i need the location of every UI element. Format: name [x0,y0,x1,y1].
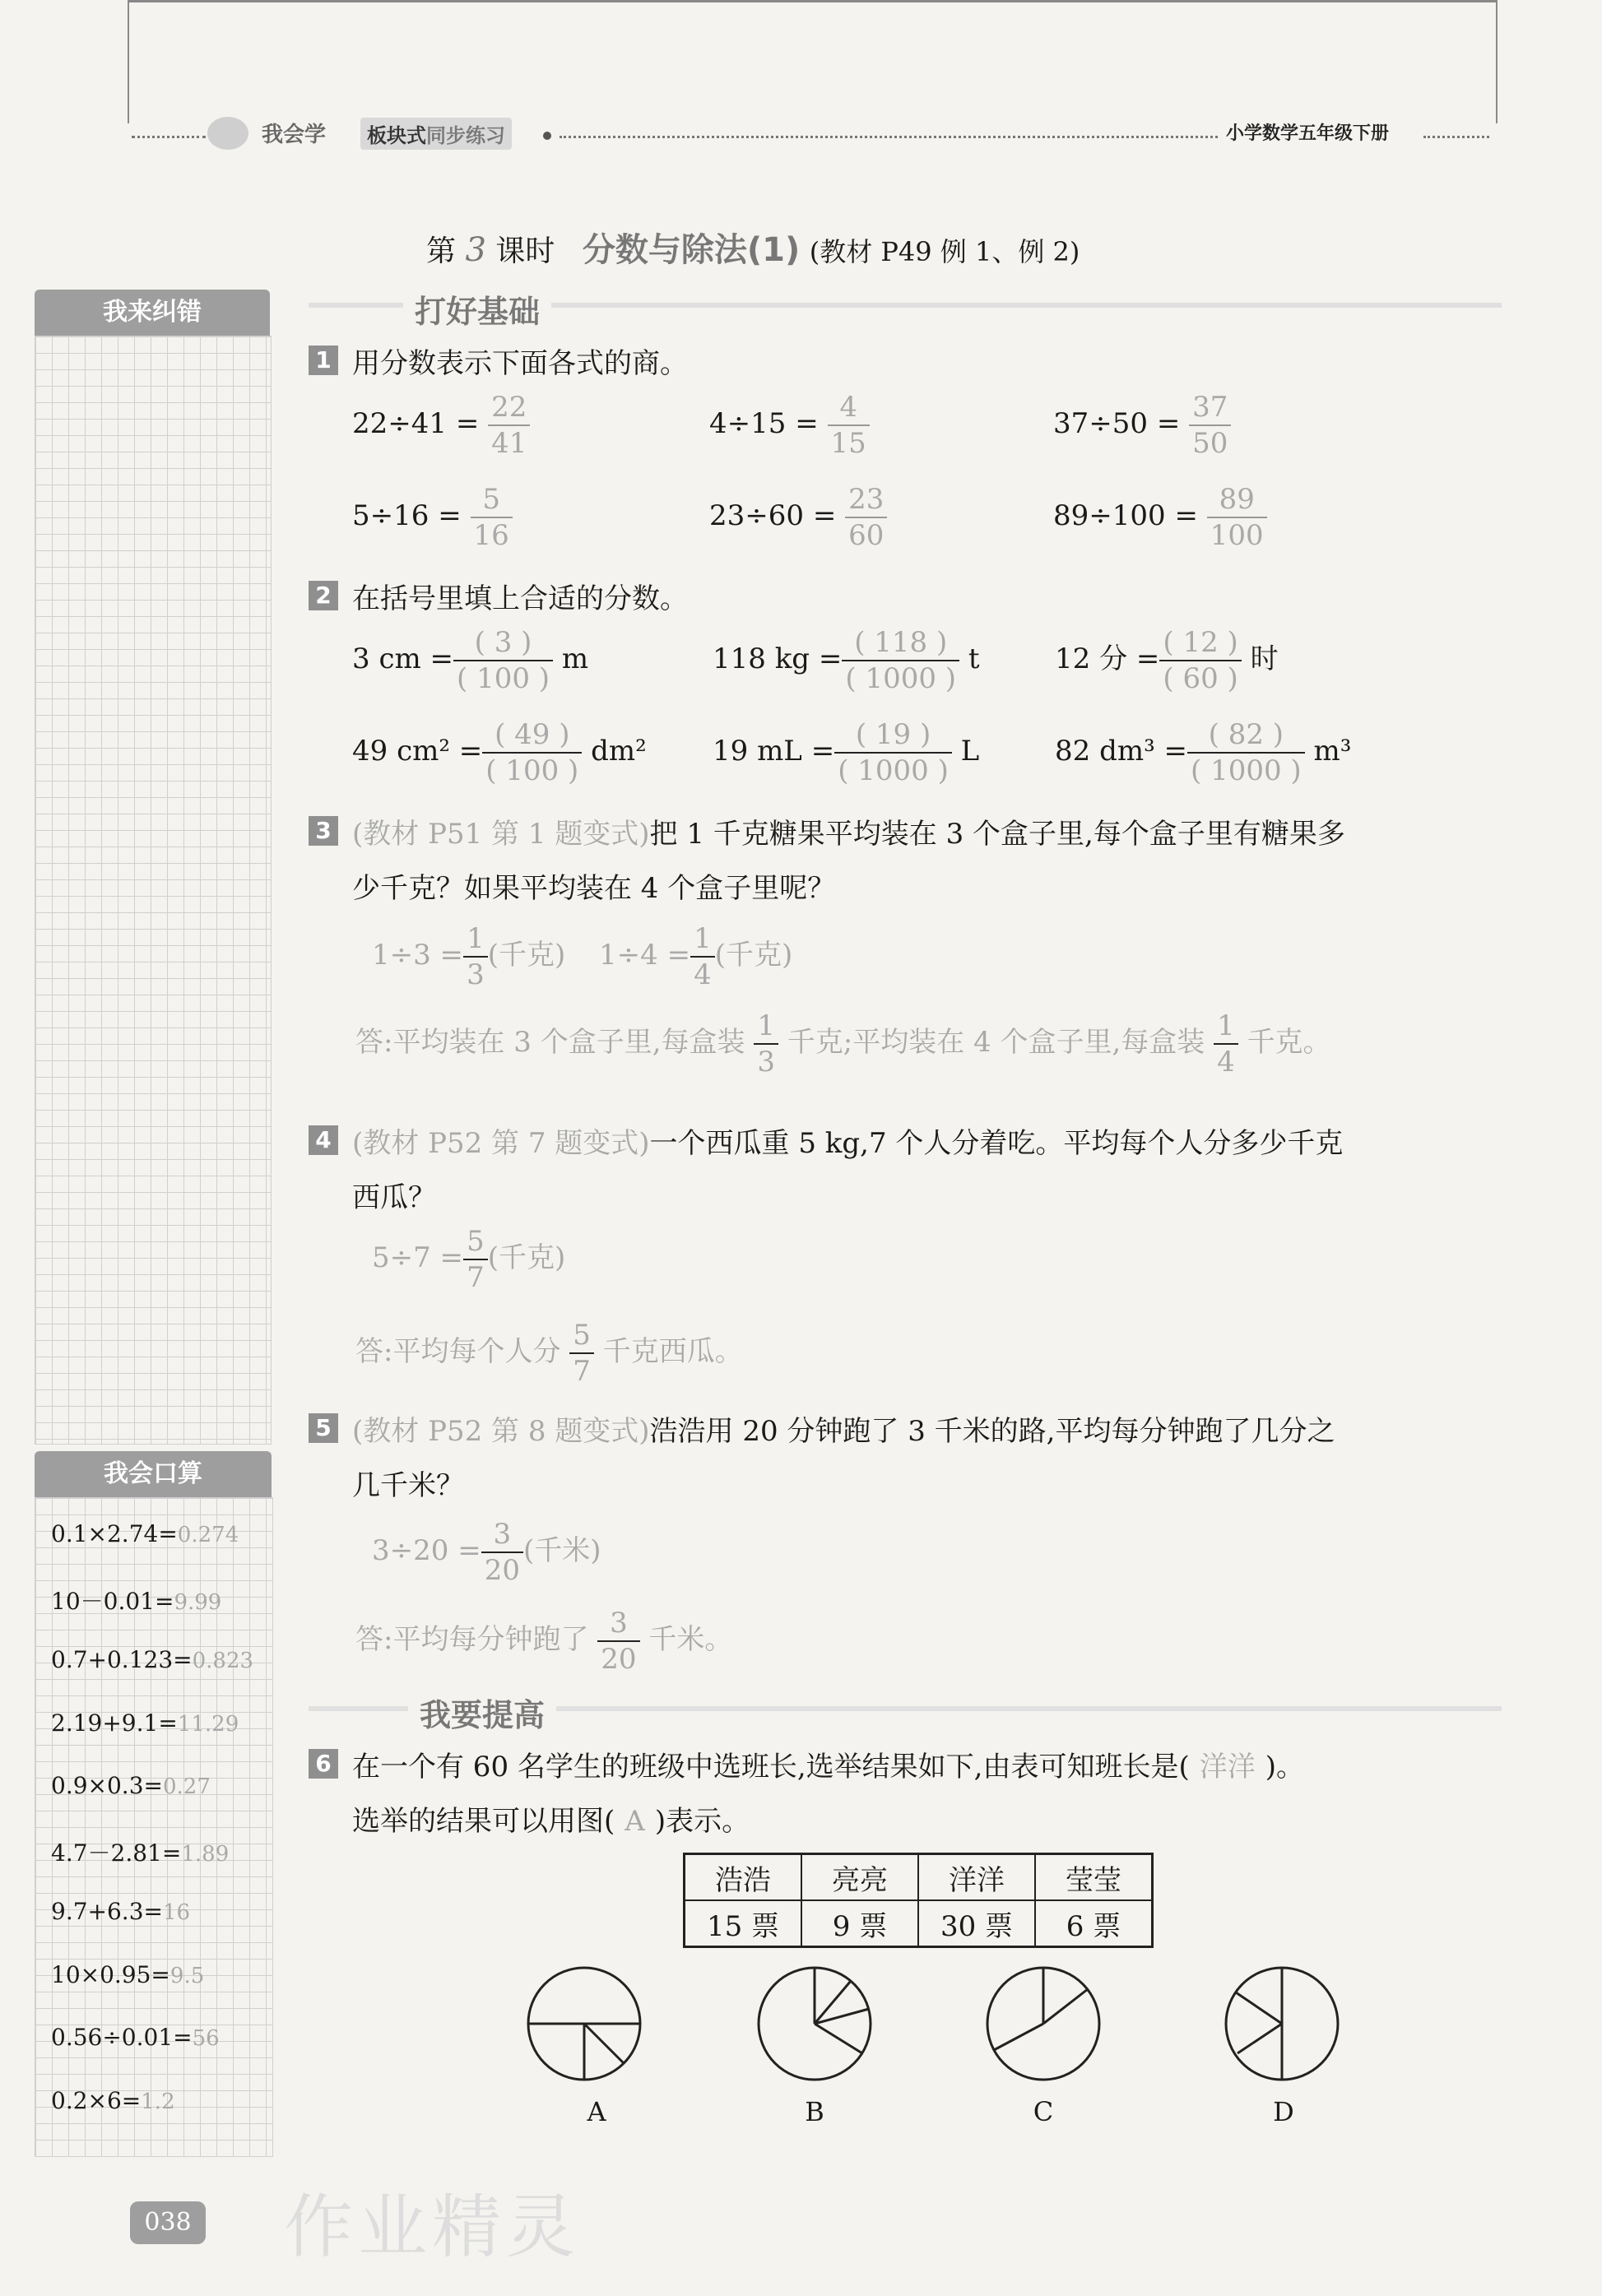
watermark: 作业精灵 [284,2187,581,2267]
oral-calc-list [51,1520,270,2150]
header-brand: 我会学 [262,123,327,147]
q4-answer: 答:平均每个人分 $\frac{5}{7}$ 千克西瓜。 [355,1319,743,1388]
votes-table-name: 洋洋 [918,1854,1035,1901]
q2-item: 118 kg = $\frac{( 118 )}{( 1000 )}$ t [713,626,980,695]
oral-calc-item: 0.9×0.3=0.27 [51,1772,211,1799]
oral-calc-answer: 16 [162,1900,191,1925]
header-dots-mid [560,136,1218,138]
question-number: 4 [309,1125,338,1155]
q4-text-line1: (教材 P52 第 7 题变式)一个西瓜重 5 kg,7 个人分着吃。平均每个人分多少千克 [352,1127,1344,1160]
oral-calc-item: 0.2×6=1.2 [51,2086,175,2114]
oral-calc-item: 2.19+9.1=11.29 [51,1709,239,1737]
question-number: 6 [309,1749,338,1779]
correction-grid[interactable] [35,336,272,1445]
header-bullet-icon [543,132,551,140]
pie-label: B [805,2096,824,2127]
pie-option-a [518,1958,650,2090]
votes-table-count: 9 票 [801,1900,918,1947]
pie-option-c [977,1958,1109,2090]
votes-table [683,1853,1154,1948]
oral-calc-item: 10－0.01=9.99 [51,1587,222,1615]
q3-text-line1: (教材 P51 第 1 题变式)把 1 千克糖果平均装在 3 个盒子里,每个盒子里有糖果多 [352,818,1345,851]
pie-label: D [1273,2096,1294,2127]
header-series-tag: 板块式同步练习 [360,118,512,150]
header-right-border [1496,0,1498,123]
header-left-border [128,0,129,123]
oral-calc-item: 0.56÷0.01=56 [51,2024,220,2051]
page-number: 038 [130,2201,206,2244]
q2-item: 12 分 = $\frac{( 12 )}{( 60 )}$ 时 [1055,626,1279,695]
question-number: 3 [309,816,338,846]
mascot-icon [207,117,248,150]
q5-text-line2: 几千米？ [352,1469,464,1502]
q1-item: 4÷15 = $\frac{4}{15}$ [709,393,870,457]
q2-item: 3 cm = $\frac{( 3 )}{( 100 )}$ m [352,626,589,695]
votes-table-count: 6 票 [1035,1900,1153,1947]
votes-table-name: 亮亮 [801,1854,918,1901]
q2-item: 82 dm³ = $\frac{( 82 )}{( 1000 )}$ m³ [1055,718,1352,787]
lesson-title: 第 3 课时 分数与除法(1) (教材 P49 例 1、例 2) [426,231,1080,269]
q5-work: 3÷20 = $\frac{3}{20}$ (千米) [372,1518,601,1587]
pie-option-d [1216,1958,1348,2090]
q6-text-line2: 选举的结果可以用图( A )表示。 [352,1805,750,1838]
votes-table-count: 30 票 [918,1900,1035,1947]
q2-item: 49 cm² = $\frac{( 49 )}{( 100 )}$ dm² [352,718,647,787]
q1-item: 89÷100 = $\frac{89}{100}$ [1053,485,1267,550]
oral-calc-item: 10×0.95=9.5 [51,1960,205,1988]
q2-text: 在括号里填上合适的分数。 [352,582,688,615]
question-number: 5 [309,1413,338,1443]
header-dots-left [132,136,206,138]
q2-item: 19 mL = $\frac{( 19 )}{( 1000 )}$ L [713,718,980,787]
oral-calc-answer: 9.99 [174,1589,222,1615]
oral-calc-answer: 0.27 [162,1774,211,1799]
q6-text-line1: 在一个有 60 名学生的班级中选班长,选举结果如下,由表可知班长是( 洋洋 )。 [352,1751,1305,1783]
oral-calc-item: 9.7+6.3=16 [51,1898,191,1925]
q4-text-line2: 西瓜？ [352,1181,436,1214]
votes-table-name: 莹莹 [1035,1854,1153,1901]
q4-work: 5÷7 = $\frac{5}{7}$ (千克) [372,1225,566,1294]
pie-option-b [749,1958,880,2090]
question-number: 2 [309,581,338,610]
q5-answer: 答:平均每分钟跑了 $\frac{3}{20}$ 千米。 [355,1607,733,1676]
oral-calc-answer: 0.274 [177,1523,239,1547]
q1-item: 5÷16 = $\frac{5}{16}$ [352,485,513,550]
q1-item: 23÷60 = $\frac{23}{60}$ [709,485,887,550]
correction-tab: 我来纠错 [35,290,270,336]
oral-calc-answer: 1.2 [141,2089,175,2114]
oral-calc-answer: 11.29 [177,1711,239,1737]
q3-answer: 答:平均装在 3 个盒子里,每盒装 $\frac{1}{3}$ 千克;平均装在 4 个盒子里,每盒装 $\frac{1}{4}$ 千克。 [355,1009,1331,1078]
header-book-title: 小学数学五年级下册 [1226,123,1390,144]
pie-label: A [587,2096,606,2127]
section-improve-heading: 我要提高 [408,1690,556,1735]
q3-text-line2: 少千克？如果平均装在 4 个盒子里呢？ [352,872,836,905]
oral-calc-item: 0.7+0.123=0.823 [51,1646,254,1673]
q1-item: 22÷41 = $\frac{22}{41}$ [352,393,530,457]
votes-table-name: 浩浩 [685,1854,802,1901]
q1-text: 用分数表示下面各式的商。 [352,347,688,380]
votes-table-count: 15 票 [685,1900,802,1947]
oral-calc-item: 0.1×2.74=0.274 [51,1520,239,1547]
oral-calc-answer: 0.823 [192,1649,254,1673]
pie-label: C [1033,2096,1054,2127]
header-dots-right [1423,136,1489,138]
oral-calc-answer: 1.89 [181,1841,230,1867]
q5-text-line1: (教材 P52 第 8 题变式)浩浩用 20 分钟跑了 3 千米的路,平均每分钟跑了几分之 [352,1415,1335,1448]
oral-calc-answer: 56 [192,2026,220,2051]
q1-item: 37÷50 = $\frac{37}{50}$ [1053,393,1231,457]
oral-calc-tab: 我会口算 [35,1451,272,1497]
question-number: 1 [309,346,338,375]
oral-calc-answer: 9.5 [169,1963,205,1988]
header-top-border [128,0,1498,7]
oral-calc-item: 4.7－2.81=1.89 [51,1839,230,1867]
q3-work: 1÷3 = $\frac{1}{3}$ (千克) 1÷4 = $\frac{1}{4}$ (千克) [372,922,793,991]
section-basic-heading: 打好基础 [403,286,551,332]
